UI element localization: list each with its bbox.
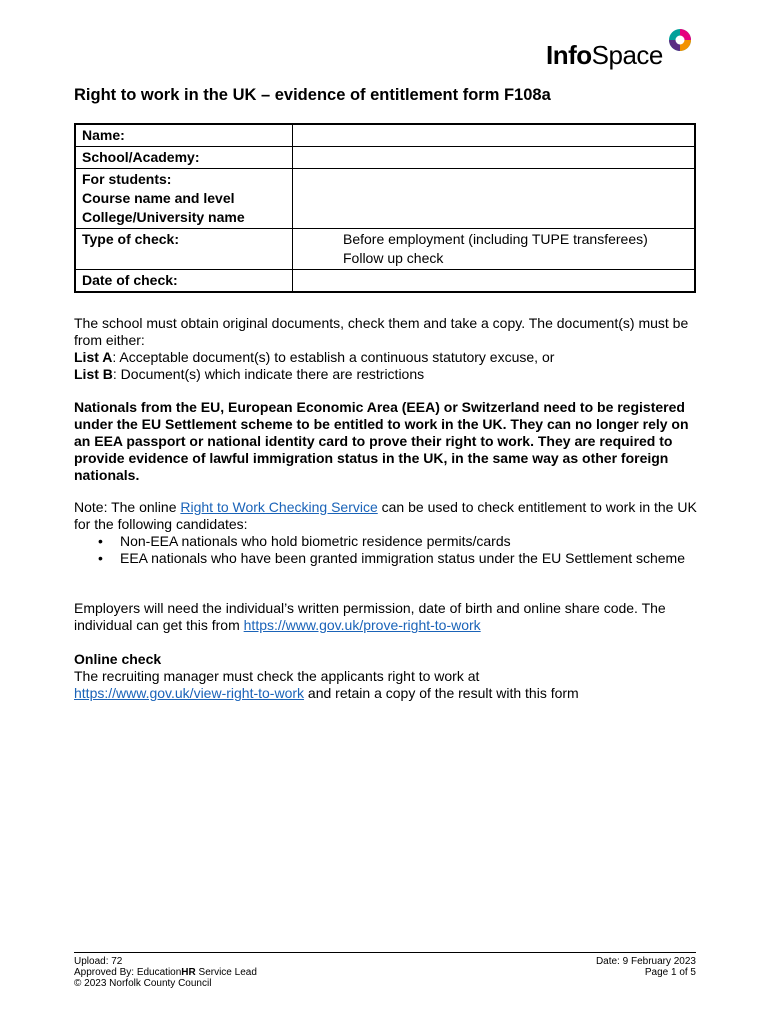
- footer-copyright: © 2023 Norfolk County Council: [74, 978, 212, 989]
- online-check-link-line: [74, 685, 700, 702]
- list-b-label: List B: [74, 366, 113, 382]
- type-option-before-employment[interactable]: Before employment (including TUPE transferees): [343, 231, 648, 247]
- type-label: Type of check:: [75, 229, 293, 270]
- footer-approved-prefix: Approved By: Education: [74, 967, 182, 978]
- employers-paragraph: [74, 600, 700, 634]
- footer-divider: [74, 952, 696, 953]
- candidate-list: [74, 533, 700, 567]
- footer-approved-suffix: Service Lead: [195, 967, 257, 978]
- online-check-text: The recruiting manager must check the applicants right to work at: [74, 668, 480, 684]
- form-row-date: [75, 270, 695, 293]
- note-text: [74, 499, 700, 533]
- type-option-follow-up[interactable]: Follow up check: [343, 250, 444, 266]
- prove-right-to-work-link[interactable]: https://www.gov.uk/prove-right-to-work: [243, 617, 481, 633]
- school-field[interactable]: [293, 147, 696, 169]
- school-label: School/Academy:: [75, 147, 293, 169]
- date-field[interactable]: [293, 270, 696, 293]
- list-b-line: [74, 366, 700, 383]
- online-check-suffix: and retain a copy of the result with this form: [304, 685, 579, 701]
- form-row-school: [75, 147, 695, 169]
- entitlement-form-table: [74, 123, 696, 293]
- right-to-work-checking-service-link[interactable]: Right to Work Checking Service: [180, 499, 378, 515]
- list-a-label: List A: [74, 349, 113, 365]
- note-suffix: can be used to check entitlement to work in the UK for the following candidates:: [74, 499, 697, 532]
- employers-text: Employers will need the individual’s written permission, date of birth and online share code. The individual can get this from: [74, 600, 666, 633]
- form-row-type: [75, 229, 695, 270]
- page-title: Right to work in the UK – evidence of entitlement form F108a: [74, 86, 551, 104]
- form-row-students: [75, 169, 695, 229]
- logo-wordmark: [546, 40, 663, 71]
- infospace-logo: [546, 26, 696, 76]
- list-item: • EEA nationals who have been granted immigration status under the EU Settlement scheme: [120, 550, 700, 567]
- form-row-name: [75, 124, 695, 147]
- note-prefix: Note: The online: [74, 499, 181, 515]
- list-a-line: [74, 349, 700, 366]
- footer-upload: Upload: 72: [74, 956, 123, 967]
- intro-paragraph: [74, 315, 700, 383]
- students-label-line-3: College/University name: [82, 209, 245, 225]
- footer-page-number: Page 1 of 5: [644, 967, 696, 978]
- view-right-to-work-link[interactable]: https://www.gov.uk/view-right-to-work: [74, 685, 305, 701]
- date-label: Date of check:: [75, 270, 293, 293]
- logo-mark-icon: [668, 28, 692, 52]
- logo-text-bold: Info: [546, 40, 592, 70]
- list-item: • Non-EEA nationals who hold biometric residence permits/cards: [120, 533, 700, 550]
- students-label-line-2: Course name and level: [82, 190, 235, 206]
- list-b-text: : Document(s) which indicate there are restrictions: [112, 366, 425, 382]
- name-label: Name:: [75, 124, 293, 147]
- list-a-text: : Acceptable document(s) to establish a continuous statutory excuse, or: [112, 349, 555, 365]
- online-check-section: [74, 651, 700, 702]
- logo-text-regular: Space: [591, 40, 663, 70]
- name-field[interactable]: [293, 124, 696, 147]
- footer-approved: [74, 967, 257, 978]
- footer-left: [74, 956, 257, 989]
- intro-text: The school must obtain original documents, check them and take a copy. The document(s) must be from either:: [74, 315, 689, 348]
- footer-date: Date: 9 February 2023: [595, 956, 696, 967]
- eea-notice: Nationals from the EU, European Economic Area (EEA) or Switzerland need to be registered under the EU Settlement scheme to be entitled to work in the UK. They can no longer rely on an EEA passport or national identity card to prove their right to work. They are required to provide evidence of lawful immigration status in the UK, in the same way as other foreign nationals.: [74, 399, 689, 483]
- students-label: [75, 169, 293, 229]
- footer-right: [596, 956, 696, 978]
- footer-approved-bold: HR: [181, 967, 196, 978]
- online-check-heading: Online check: [74, 651, 162, 667]
- students-label-line-1: For students:: [82, 171, 172, 187]
- students-field[interactable]: [293, 169, 696, 229]
- note-paragraph: [74, 499, 700, 567]
- type-options: [293, 229, 696, 270]
